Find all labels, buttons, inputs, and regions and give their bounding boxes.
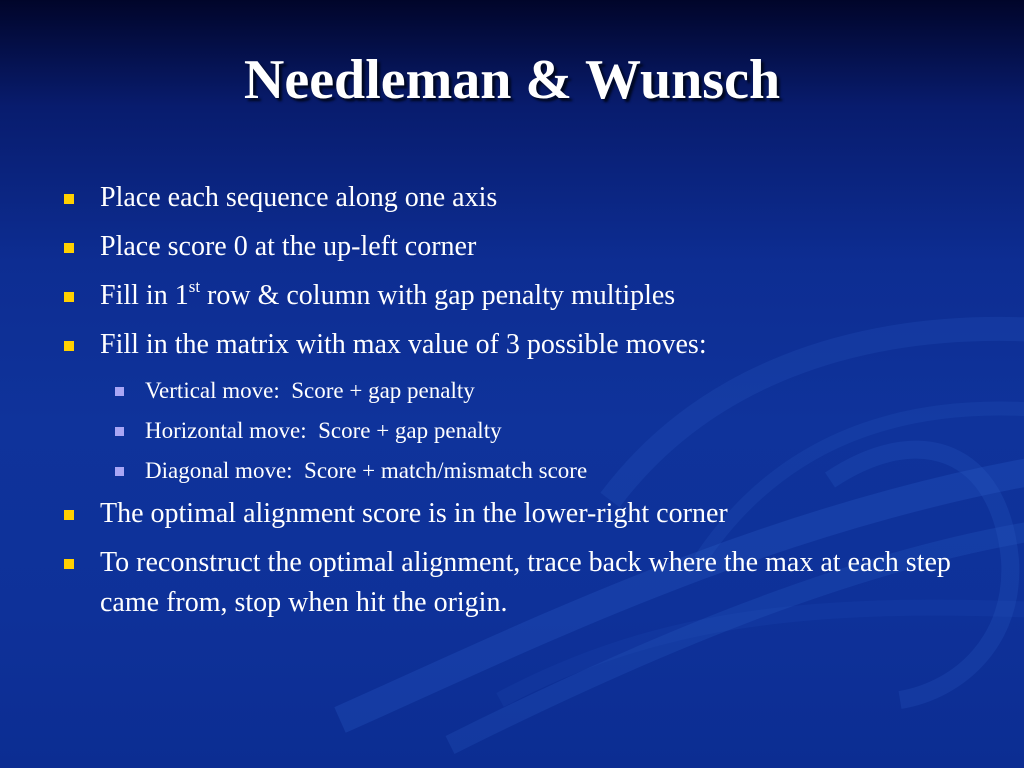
- sub-bullet-item: [62, 454, 997, 487]
- sub-bullet-item: [62, 414, 997, 447]
- bullet-item: [62, 325, 997, 365]
- bullet-item: [62, 227, 997, 267]
- bullet-list: [62, 178, 997, 632]
- bullet-text: Place each sequence along one axis: [100, 182, 498, 213]
- bullet-text: [100, 276, 676, 311]
- square-bullet-icon: [64, 292, 74, 302]
- square-bullet-icon: [64, 194, 74, 204]
- bullet-text: To reconstruct the optimal alignment, trace back where the max at each step came from, stop when hit the origin.: [100, 547, 951, 618]
- small-square-bullet-icon: [115, 427, 124, 436]
- bullet-item: [62, 543, 997, 623]
- bullet-text: Fill in the matrix with max value of 3 possible moves:: [100, 329, 707, 360]
- bullet-text: The optimal alignment score is in the lower-right corner: [100, 498, 728, 529]
- square-bullet-icon: [64, 510, 74, 520]
- sub-bullet-text: Diagonal move: Score + match/mismatch score: [145, 458, 588, 483]
- slide-title: Needleman & Wunsch: [243, 49, 781, 111]
- small-square-bullet-icon: [115, 387, 124, 396]
- sub-bullet-text: Vertical move: Score + gap penalty: [145, 378, 475, 403]
- square-bullet-icon: [64, 341, 74, 351]
- square-bullet-icon: [64, 559, 74, 569]
- square-bullet-icon: [64, 243, 74, 253]
- superscript-ordinal: st: [188, 276, 201, 296]
- bullet-text: Place score 0 at the up-left corner: [100, 231, 477, 262]
- bullet-item: [62, 178, 997, 218]
- sub-bullet-item: [62, 374, 997, 407]
- bullet-text-before: Fill in 1: [100, 280, 189, 311]
- bullet-item: [62, 276, 997, 316]
- bullet-item: [62, 494, 997, 534]
- sub-bullet-text: Horizontal move: Score + gap penalty: [145, 418, 502, 443]
- small-square-bullet-icon: [115, 467, 124, 476]
- bullet-text-after: row & column with gap penalty multiples: [200, 280, 676, 311]
